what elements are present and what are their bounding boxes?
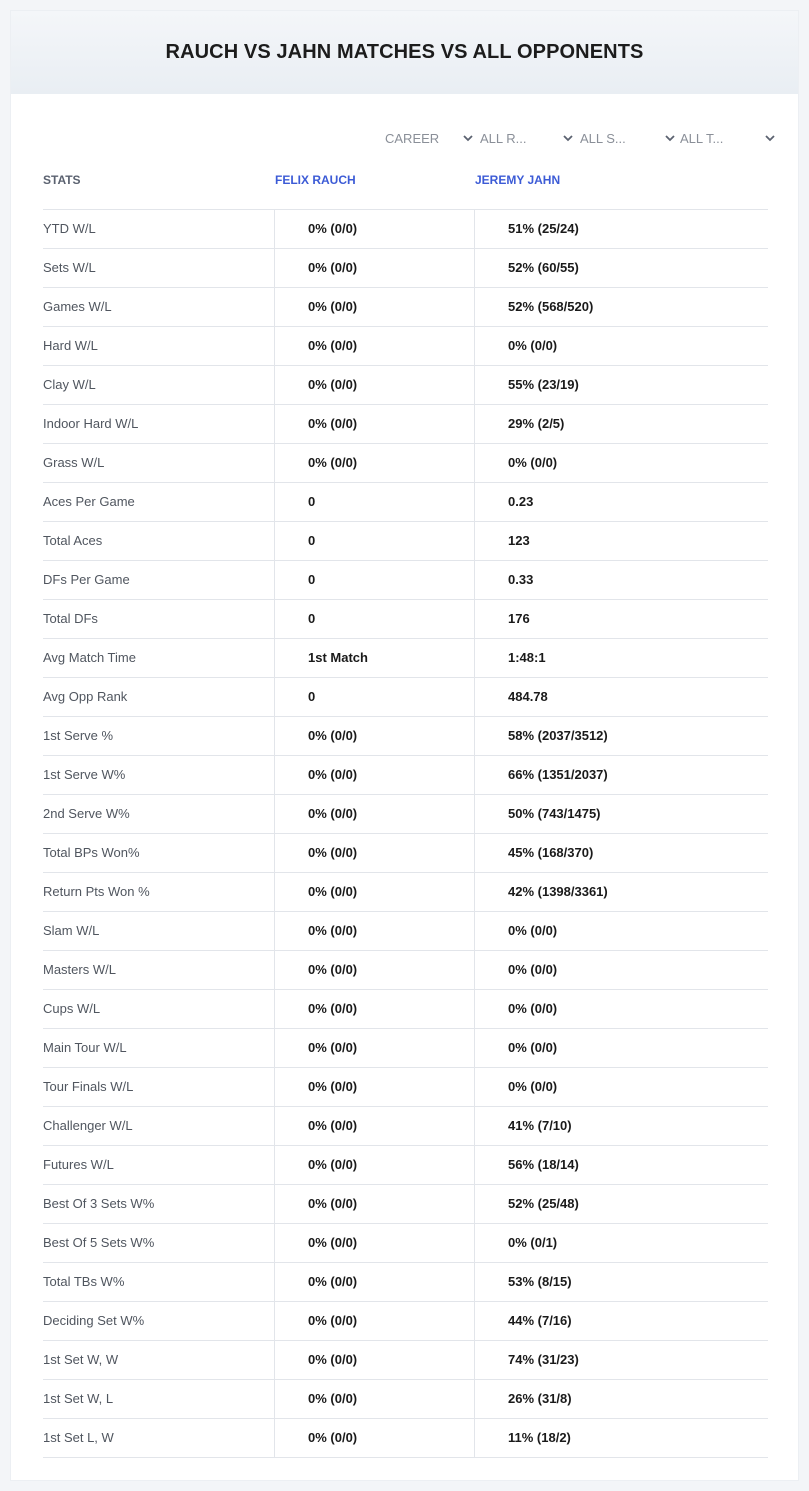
filter-period-select[interactable]	[385, 128, 475, 148]
table-row	[43, 522, 768, 561]
player1-value: 0% (0/0)	[274, 249, 474, 287]
stat-label: Challenger W/L	[43, 1118, 133, 1133]
stat-label: YTD W/L	[43, 221, 96, 236]
stat-label: DFs Per Game	[43, 572, 130, 587]
header-stats: STATS	[43, 173, 81, 187]
stat-label: Slam W/L	[43, 923, 100, 938]
player1-value: 0% (0/0)	[274, 756, 474, 794]
stat-label: Avg Opp Rank	[43, 689, 128, 704]
player2-value: 50% (743/1475)	[474, 795, 768, 833]
table-row	[43, 405, 768, 444]
player1-value: 0% (0/0)	[274, 1419, 474, 1457]
table-row	[43, 1029, 768, 1068]
player2-value: 0% (0/0)	[474, 1029, 768, 1067]
table-row	[43, 210, 768, 249]
table-row	[43, 756, 768, 795]
player1-value: 0% (0/0)	[274, 405, 474, 443]
table-row	[43, 1302, 768, 1341]
stat-label: Best Of 5 Sets W%	[43, 1235, 155, 1250]
stat-label: Avg Match Time	[43, 650, 136, 665]
player1-value: 0% (0/0)	[274, 1068, 474, 1106]
player2-value: 52% (60/55)	[474, 249, 768, 287]
player1-value: 0% (0/0)	[274, 1380, 474, 1418]
stat-label: Total BPs Won%	[43, 845, 140, 860]
player2-value: 0% (0/0)	[474, 912, 768, 950]
player2-value: 11% (18/2)	[474, 1419, 768, 1457]
stat-label: 1st Serve W%	[43, 767, 126, 782]
table-row	[43, 444, 768, 483]
player2-value: 52% (25/48)	[474, 1185, 768, 1223]
stat-label: Futures W/L	[43, 1157, 114, 1172]
table-row	[43, 366, 768, 405]
table-row	[43, 639, 768, 678]
player1-value: 0% (0/0)	[274, 951, 474, 989]
player1-value: 1st Match	[274, 639, 474, 677]
stats-table	[43, 209, 768, 1458]
filter-period-label: CAREER	[385, 130, 440, 146]
stat-label: Total TBs W%	[43, 1274, 125, 1289]
player1-value: 0% (0/0)	[274, 1263, 474, 1301]
stat-label: Indoor Hard W/L	[43, 416, 139, 431]
player2-value: 41% (7/10)	[474, 1107, 768, 1145]
table-row	[43, 912, 768, 951]
player1-value: 0% (0/0)	[274, 1107, 474, 1145]
table-row	[43, 1380, 768, 1419]
stat-label: Main Tour W/L	[43, 1040, 127, 1055]
player1-value: 0% (0/0)	[274, 795, 474, 833]
page-title: RAUCH VS JAHN MATCHES VS ALL OPPONENTS	[165, 41, 644, 63]
table-row	[43, 1146, 768, 1185]
player2-value: 58% (2037/3512)	[474, 717, 768, 755]
player2-value: 0% (0/0)	[474, 990, 768, 1028]
table-row	[43, 873, 768, 912]
player2-value: 0.33	[474, 561, 768, 599]
stat-label: Masters W/L	[43, 962, 116, 977]
stat-label: Return Pts Won %	[43, 884, 150, 899]
chevron-down-icon	[461, 131, 475, 145]
player1-value: 0% (0/0)	[274, 288, 474, 326]
stat-label: Total DFs	[43, 611, 98, 626]
player2-value: 74% (31/23)	[474, 1341, 768, 1379]
stat-label: 1st Serve %	[43, 728, 114, 743]
table-row	[43, 795, 768, 834]
player2-value: 26% (31/8)	[474, 1380, 768, 1418]
player2-value: 52% (568/520)	[474, 288, 768, 326]
player1-value: 0% (0/0)	[274, 1341, 474, 1379]
player1-value: 0% (0/0)	[274, 717, 474, 755]
player1-value: 0	[274, 561, 474, 599]
stat-label: Deciding Set W%	[43, 1313, 145, 1328]
table-header	[43, 171, 768, 191]
table-row	[43, 249, 768, 288]
table-row	[43, 327, 768, 366]
chevron-down-icon	[663, 131, 677, 145]
table-row	[43, 1341, 768, 1380]
stat-label: Games W/L	[43, 299, 112, 314]
player2-value: 0% (0/0)	[474, 951, 768, 989]
stat-label: Grass W/L	[43, 455, 105, 470]
filter-tournament-select[interactable]	[680, 128, 777, 148]
player1-value: 0% (0/0)	[274, 366, 474, 404]
player1-value: 0	[274, 483, 474, 521]
player2-value: 0% (0/0)	[474, 1068, 768, 1106]
player2-value: 56% (18/14)	[474, 1146, 768, 1184]
player1-value: 0% (0/0)	[274, 210, 474, 248]
table-row	[43, 1419, 768, 1458]
player2-value: 55% (23/19)	[474, 366, 768, 404]
player1-value: 0% (0/0)	[274, 990, 474, 1028]
player2-value: 1:48:1	[474, 639, 768, 677]
player1-value: 0% (0/0)	[274, 912, 474, 950]
player1-value: 0% (0/0)	[274, 873, 474, 911]
player2-value: 45% (168/370)	[474, 834, 768, 872]
table-row	[43, 1068, 768, 1107]
filter-bar	[385, 128, 769, 148]
player2-value: 0% (0/0)	[474, 444, 768, 482]
player2-value: 66% (1351/2037)	[474, 756, 768, 794]
stat-label: Cups W/L	[43, 1001, 101, 1016]
filter-tournament-label: ALL T...	[680, 130, 724, 146]
player2-value: 484.78	[474, 678, 768, 716]
player2-value: 53% (8/15)	[474, 1263, 768, 1301]
stat-label: Sets W/L	[43, 260, 96, 275]
table-row	[43, 1263, 768, 1302]
stats-card	[10, 10, 799, 1481]
table-row	[43, 678, 768, 717]
table-row	[43, 561, 768, 600]
player2-value: 0% (0/0)	[474, 327, 768, 365]
stat-label: 1st Set W, W	[43, 1352, 119, 1367]
filter-surface-select[interactable]	[580, 128, 677, 148]
player2-value: 42% (1398/3361)	[474, 873, 768, 911]
player1-value: 0% (0/0)	[274, 1029, 474, 1067]
player1-value: 0% (0/0)	[274, 1302, 474, 1340]
table-row	[43, 600, 768, 639]
stat-label: Total Aces	[43, 533, 103, 548]
stat-label: Best Of 3 Sets W%	[43, 1196, 155, 1211]
stat-label: 1st Set W, L	[43, 1391, 114, 1406]
player1-value: 0% (0/0)	[274, 834, 474, 872]
stat-label: Hard W/L	[43, 338, 98, 353]
table-row	[43, 951, 768, 990]
player1-value: 0% (0/0)	[274, 1185, 474, 1223]
table-row	[43, 717, 768, 756]
header-player1-link[interactable]: FELIX RAUCH	[275, 173, 356, 187]
table-row	[43, 483, 768, 522]
stat-label: Clay W/L	[43, 377, 96, 392]
player1-value: 0% (0/0)	[274, 1224, 474, 1262]
table-row	[43, 288, 768, 327]
player2-value: 29% (2/5)	[474, 405, 768, 443]
filter-round-select[interactable]	[480, 128, 575, 148]
player1-value: 0% (0/0)	[274, 327, 474, 365]
player1-value: 0	[274, 678, 474, 716]
filter-surface-label: ALL S...	[580, 130, 626, 146]
chevron-down-icon	[763, 131, 777, 145]
card-header	[11, 11, 798, 94]
player1-value: 0	[274, 600, 474, 638]
table-row	[43, 1224, 768, 1263]
table-row	[43, 1185, 768, 1224]
player1-value: 0% (0/0)	[274, 444, 474, 482]
player2-value: 44% (7/16)	[474, 1302, 768, 1340]
header-player2-link[interactable]: JEREMY JAHN	[475, 173, 561, 187]
player2-value: 0% (0/1)	[474, 1224, 768, 1262]
player2-value: 176	[474, 600, 768, 638]
player1-value: 0	[274, 522, 474, 560]
table-row	[43, 990, 768, 1029]
stat-label: 1st Set L, W	[43, 1430, 114, 1445]
stat-label: Tour Finals W/L	[43, 1079, 134, 1094]
stat-label: 2nd Serve W%	[43, 806, 130, 821]
table-row	[43, 1107, 768, 1146]
chevron-down-icon	[561, 131, 575, 145]
player2-value: 0.23	[474, 483, 768, 521]
table-row	[43, 834, 768, 873]
stat-label: Aces Per Game	[43, 494, 135, 509]
player1-value: 0% (0/0)	[274, 1146, 474, 1184]
player2-value: 51% (25/24)	[474, 210, 768, 248]
filter-round-label: ALL R...	[480, 130, 527, 146]
player2-value: 123	[474, 522, 768, 560]
